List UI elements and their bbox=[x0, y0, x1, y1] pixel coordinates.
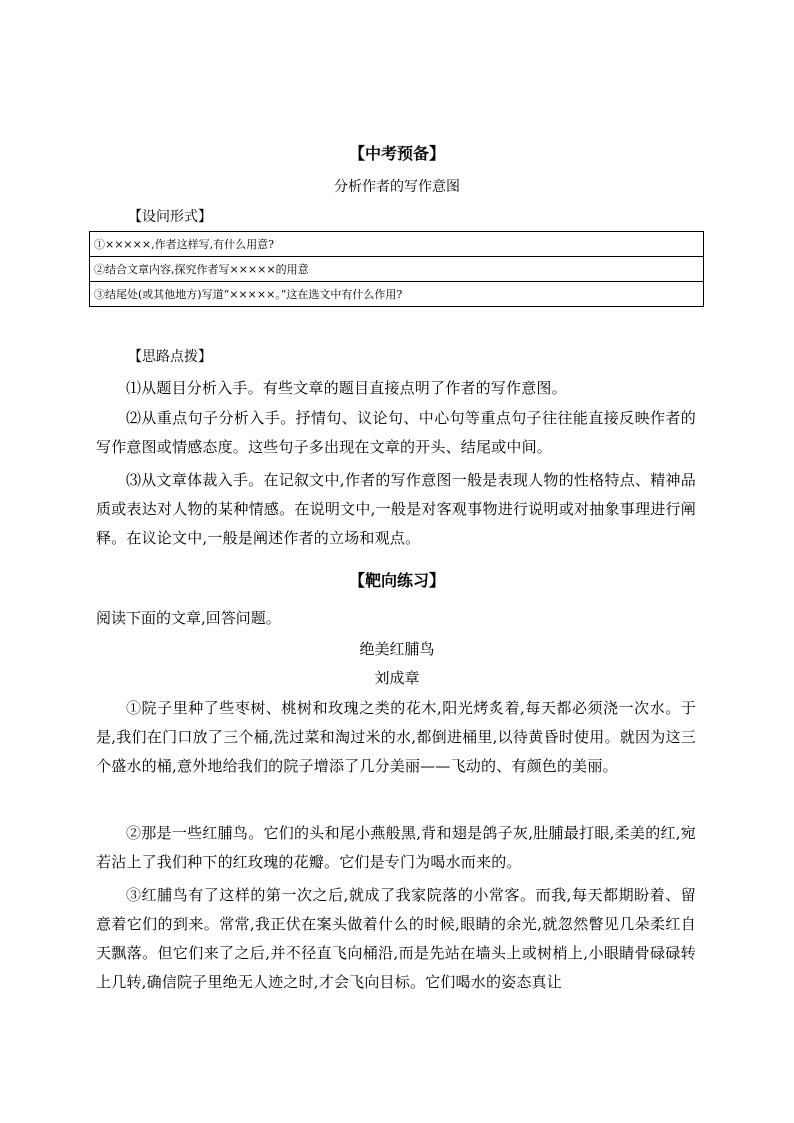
practice-instruction: 阅读下面的文章,回答问题。 bbox=[96, 609, 281, 627]
article-paragraph-3: ③红脯鸟有了这样的第一次之后,就成了我家院落的小常客。而我,每天都期盼着、留意着它们的到来。常常,我正伏在案头做着什么的时候,眼睛的余光,就忽然瞥见几朵柔红自天飘落。但它们来了之后,并不径直飞向桶沿,而是先站在墙头上或树梢上,小眼睛骨碌碌转上几转,确信院子里绝无人迹之时,才会飞向目标。它们喝水的姿态真让 bbox=[96, 886, 696, 991]
article-title: 绝美红脯鸟 bbox=[359, 640, 435, 658]
article-paragraph-2: ②那是一些红脯鸟。它们的头和尾小燕般黑,背和翅是鸽子灰,肚脯最打眼,柔美的红,宛若沾上了我们种下的红玫瑰的花瓣。它们是专门为喝水而来的。 bbox=[96, 824, 696, 871]
table-cell: ①×××××,作者这样写,有什么用意? bbox=[90, 232, 704, 257]
article-paragraph-1: ①院子里种了些枣树、桃树和玫瑰之类的花木,阳光烤炙着,每天都必须浇一次水。于是,我们在门口放了三个桶,洗过菜和淘过米的水,都倒进桶里,以待黄昏时使用。就因为这三个盛水的桶,意外地给我们的院子增添了几分美丽——飞动的、有颜色的美丽。 bbox=[96, 699, 696, 775]
question-form-table bbox=[89, 231, 704, 307]
tip-paragraph-3: ⑶从文章体裁入手。在记叙文中,作者的写作意图一般是表现人物的性格特点、精神品质或表达对人物的某种情感。在说明文中,一般是对客观事物进行说明或对抽象事理进行阐释。在议论文中,一般是阐述作者的立场和观点。 bbox=[96, 471, 696, 547]
tips-label: 【思路点拨】 bbox=[128, 349, 212, 365]
table-row bbox=[90, 282, 704, 307]
article-author: 刘成章 bbox=[374, 669, 420, 687]
prep-section-title: 【中考预备】 bbox=[348, 144, 445, 163]
table-cell: ②结合文章内容,探究作者写×××××的用意 bbox=[90, 257, 704, 282]
table-row bbox=[90, 257, 704, 282]
topic-subtitle: 分析作者的写作意图 bbox=[334, 179, 460, 195]
practice-section-title: 【靶向练习】 bbox=[348, 571, 445, 590]
question-form-label: 【设问形式】 bbox=[128, 209, 212, 225]
tip-paragraph-1: ⑴从题目分析入手。有些文章的题目直接点明了作者的写作意图。 bbox=[126, 379, 567, 397]
table-row bbox=[90, 232, 704, 257]
table-cell: ③结尾处(或其他地方)写道“×××××。”这在选文中有什么作用? bbox=[90, 282, 704, 307]
tip-paragraph-2: ⑵从重点句子分析入手。抒情句、议论句、中心句等重点句子往往能直接反映作者的写作意图或情感态度。这些句子多出现在文章的开头、结尾或中间。 bbox=[96, 409, 696, 456]
